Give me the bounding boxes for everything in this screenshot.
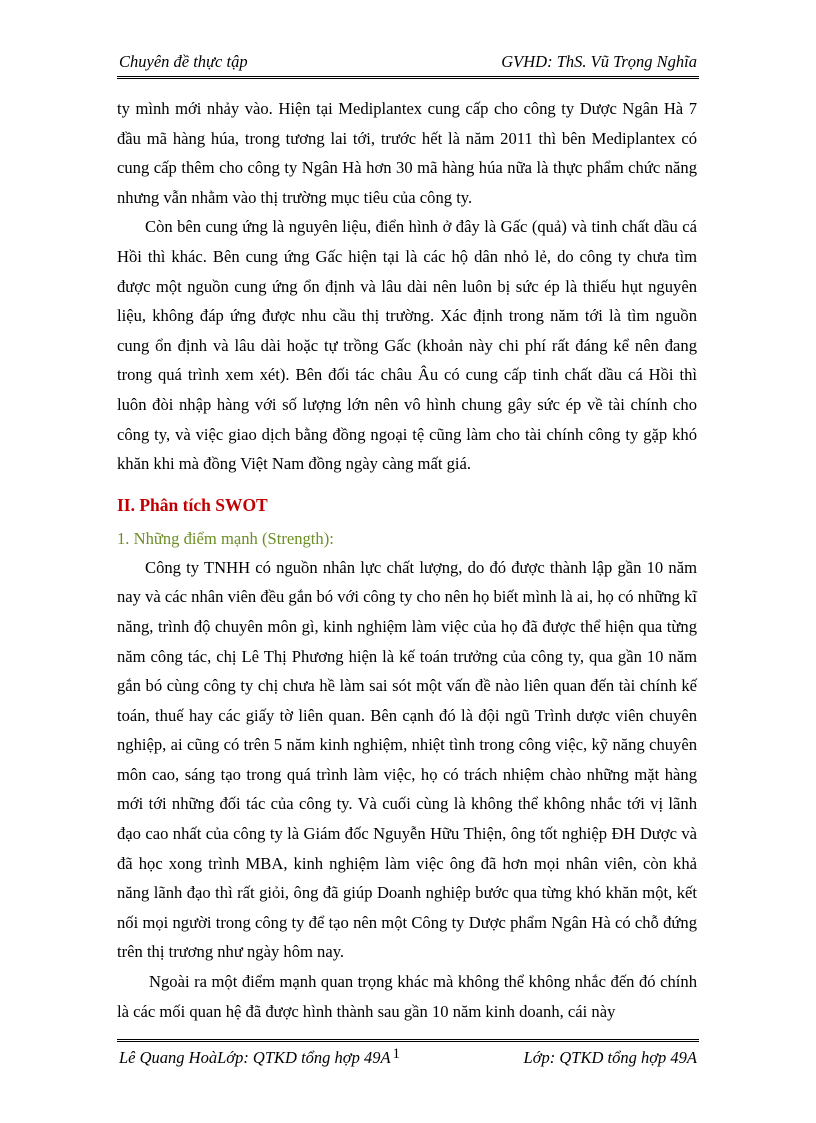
paragraph: Công ty TNHH có nguồn nhân lực chất lượng, do đó được thành lập gần 10 năm nay và các nhân viên đều gắn bó với công ty cho nên họ biết mình là ai, họ có những kĩ năng, trình độ chuyên môn gì, kinh nghiệm làm việc của họ đã được thể hiện qua từng năm công tác, chị Lê Thị Phương hiện là kế toán trưởng của công ty, qua gần 10 năm gắn bó cùng công ty chị chưa hề làm sai sót một vấn đề nào liên quan đến tài chính kế toán, thuế hay các giấy tờ liên quan. Bên cạnh đó là đội ngũ Trình dược viên chuyên nghiệp, ai cũng có trên 5 năm kinh nghiệm, nhiệt tình trong công việc, kỹ năng chuyên môn cao, sáng tạo trong quá trình làm việc, họ có trách nhiệm chào những mặt hàng mới tới những đối tác của công ty. Và cuối cùng là không thể không nhắc tới vị lãnh đạo cao nhất của công ty là Giám đốc Nguyễn Hữu Thiện, ông tốt nghiệp ĐH Dược và đã học xong trình MBA, kinh nghiệm làm việc ông đã hơn mọi nhân viên, còn khả năng lãnh đạo thì rất giỏi, ông đã giúp Doanh nghiệp bước qua từng khó khăn một, kết nối mọi người trong công ty để tạo nên một Công ty Dược phẩm Ngân Hà có chỗ đứng trên thị trương như ngày hôm nay. xyxy=(117,557,697,962)
subsection-heading: 1. Những điểm mạnh (Strength): xyxy=(117,528,334,548)
header-divider xyxy=(117,76,699,79)
header-document-title: Chuyên đề thực tập xyxy=(119,52,248,71)
document-body xyxy=(117,94,697,1026)
footer-class: Lớp: QTKD tổng hợp 49A xyxy=(523,1048,697,1067)
paragraph: Ngoài ra một điểm mạnh quan trọng khác mà không thể không nhắc đến đó chính là các mối quan hệ đã được hình thành sau gần 10 năm kinh doanh, cái này xyxy=(117,972,697,1021)
footer-author: Lê Quang HoàLớp: QTKD tổng hợp 49A xyxy=(119,1048,391,1067)
paragraph: Còn bên cung ứng là nguyên liệu, điển hình ở đây là Gấc (quả) và tinh chất dầu cá Hồi thì khác. Bên cung ứng Gấc hiện tại là các hộ dân nhỏ lẻ, do công ty chưa tìm được một nguồn cung ứng ổn định và lâu dài nên luôn bị sức ép là thiếu hụt nguyên liệu, không đáp ứng được nhu cầu thị trường. Xác định trong năm tới là tìm nguồn cung ổn định và lâu dài hoặc tự trồng Gấc (khoản này chi phí rất đáng kể nên đang trong quá trình xem xét). Bên đối tác châu Âu có cung cấp tinh chất dầu cá Hồi thì luôn đòi nhập hàng với số lượng lớn nên vô hình chung gây sức ép về tài chính cho công ty, và việc giao dịch bằng đồng ngoại tệ cũng làm cho tài chính công ty gặp khó khăn khi mà đồng Việt Nam đồng ngày càng mất giá. xyxy=(117,217,697,474)
header-supervisor: GVHD: ThS. Vũ Trọng Nghĩa xyxy=(501,52,697,71)
page-number: 1 xyxy=(392,1046,401,1062)
page-footer xyxy=(117,1048,699,1072)
footer-author-class xyxy=(119,1048,400,1068)
section-heading: II. Phân tích SWOT xyxy=(117,494,268,515)
paragraph: ty mình mới nhảy vào. Hiện tại Mediplantex cung cấp cho công ty Dược Ngân Hà 7 đầu mã hàng húa, trong tương lai tới, trước hết là năm 2011 thì bên Mediplantex có cung cấp thêm cho công ty Ngân Hà hơn 30 mã hàng húa nữa là thực phẩm chức năng nhưng vẫn nhằm vào thị trường mục tiêu của công ty. xyxy=(117,99,697,207)
page-header xyxy=(117,52,699,76)
footer-divider xyxy=(117,1039,699,1042)
